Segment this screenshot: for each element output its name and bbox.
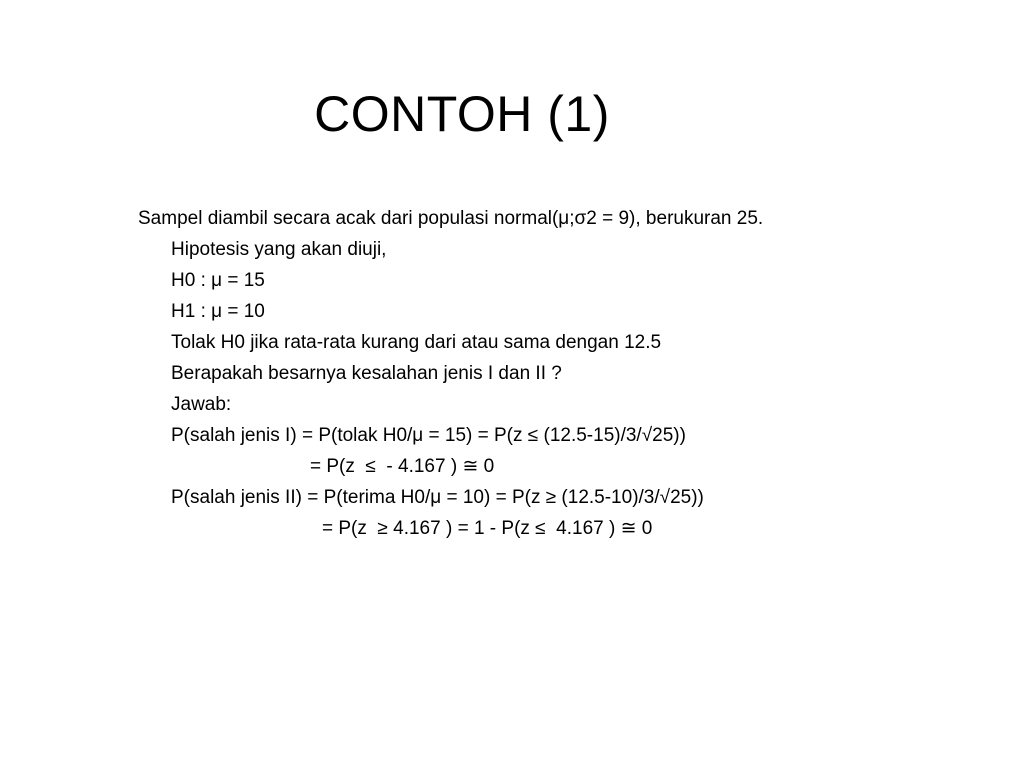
body-line-answer-label: Jawab: <box>171 394 232 415</box>
body-line-question: Berapakah besarnya kesalahan jenis I dan II ? <box>171 363 562 384</box>
body-line-h0: H0 : μ = 15 <box>171 270 265 291</box>
body-line-problem: Sampel diambil secara acak dari populasi normal(μ;σ2 = 9), berukuran 25. <box>138 208 764 229</box>
slide-title: CONTOH (1) <box>314 86 610 142</box>
body-line-type1-error: P(salah jenis I) = P(tolak H0/μ = 15) = P(z ≤ (12.5-15)/3/√25)) <box>171 425 686 446</box>
slide-body <box>138 203 938 544</box>
body-line-rejection-rule: Tolak H0 jika rata-rata kurang dari atau sama dengan 12.5 <box>171 332 662 353</box>
body-line-h1: H1 : μ = 10 <box>171 301 265 322</box>
body-line-type1-result: = P(z ≤ - 4.167 ) ≅ 0 <box>310 456 495 477</box>
body-line-type2-error: P(salah jenis II) = P(terima H0/μ = 10) = P(z ≥ (12.5-10)/3/√25)) <box>171 487 704 508</box>
body-line-hypothesis-intro: Hipotesis yang akan diuji, <box>171 239 387 260</box>
body-line-type2-result: = P(z ≥ 4.167 ) = 1 - P(z ≤ 4.167 ) ≅ 0 <box>322 518 653 539</box>
